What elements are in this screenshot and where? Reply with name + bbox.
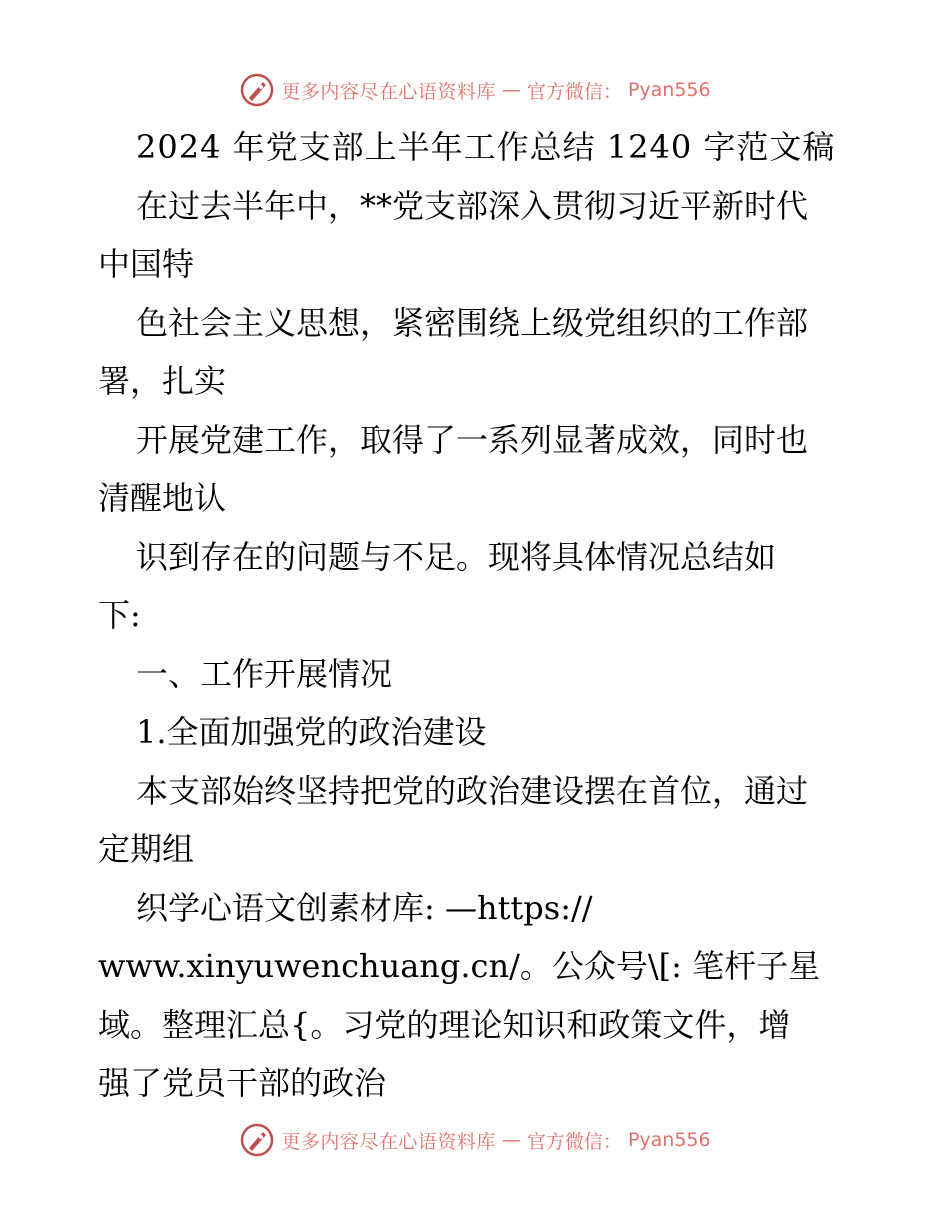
paragraph-line: 清醒地认 (98, 479, 227, 517)
watermark-site-text: 更多内容尽在心语资料库 (281, 80, 496, 103)
watermark-wechat-label: 官方微信： (526, 1130, 622, 1153)
watermark-wechat-id: Pyan556 (627, 1129, 711, 1151)
paragraph-line: 识到存在的问题与不足。现将具体情况总结如 (136, 537, 777, 576)
paragraph-line: 署，扎实 (98, 362, 227, 400)
paragraph-line: 色社会主义思想，紧密围绕上级党组织的工作部 (136, 303, 809, 342)
subsection-heading: 1.全面加强党的政治建设 (136, 713, 487, 751)
paragraph-line: www.xinyuwenchuang.cn/。公众号\[: 笔杆子星 (98, 947, 821, 985)
pen-nib-logo-icon (239, 1122, 275, 1158)
paragraph-line: 下: (98, 596, 141, 634)
document-title: 2024 年党支部上半年工作总结 1240 字范文稿 (136, 128, 836, 166)
paragraph-line: 域。整理汇总{。习党的理论知识和政策文件，增 (98, 1005, 791, 1044)
watermark-wechat-label: 官方微信： (526, 80, 622, 103)
paragraph-line: 中国特 (98, 245, 195, 283)
paragraph-line: 织学心语文创素材库: —https:// (136, 888, 593, 927)
watermark-separator: — (501, 79, 521, 101)
paragraph-line: 本支部始终坚持把党的政治建设摆在首位，通过 (136, 771, 809, 810)
footer-watermark (0, 1120, 950, 1160)
header-watermark (0, 70, 950, 110)
watermark-wechat-id: Pyan556 (627, 79, 711, 101)
document-body (98, 118, 858, 1113)
paragraph-line: 开展党建工作，取得了一系列显著成效，同时也 (136, 420, 809, 459)
section-heading: 一、工作开展情况 (136, 654, 393, 693)
watermark-site-text: 更多内容尽在心语资料库 (281, 1130, 496, 1153)
paragraph-line: 定期组 (98, 830, 195, 868)
pen-nib-logo-icon (239, 72, 275, 108)
watermark-separator: — (501, 1129, 521, 1151)
paragraph-line: 在过去半年中，**党支部深入贯彻习近平新时代 (136, 186, 809, 225)
paragraph-line: 强了党员干部的政治 (98, 1064, 387, 1102)
